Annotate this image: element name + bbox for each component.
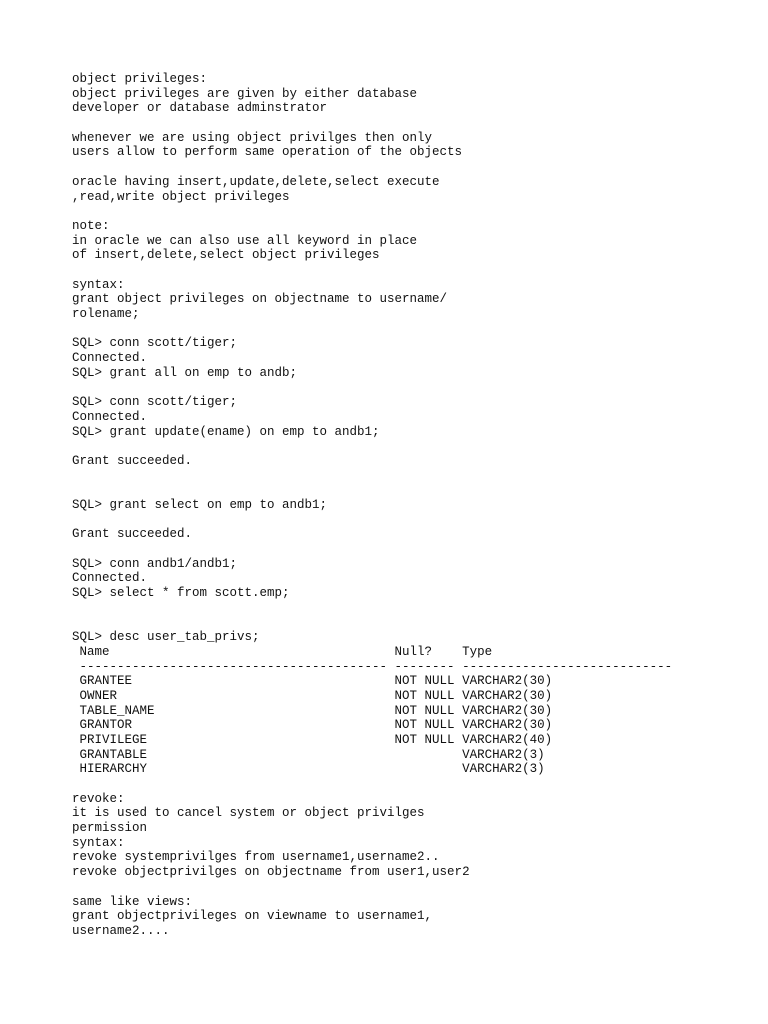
desc-table-row: HIERARCHY VARCHAR2(3) [72, 762, 545, 777]
desc-table-row: GRANTEE NOT NULL VARCHAR2(30) [72, 674, 553, 689]
blank-line [72, 439, 752, 454]
heading-syntax: syntax: [72, 835, 125, 850]
desc-table-row: OWNER NOT NULL VARCHAR2(30) [72, 688, 553, 703]
sql-output-line: Connected. [72, 571, 148, 586]
text-line: developer or database adminstrator [72, 101, 328, 116]
text-line: users allow to perform same operation of the objects [72, 145, 463, 160]
desc-table-divider: ----------------------------------------- -------- ---------------------------- [72, 659, 673, 674]
blank-line [72, 542, 752, 557]
sql-output-line: Grant succeeded. [72, 527, 193, 542]
text-line: permission [72, 821, 148, 836]
blank-line [72, 116, 752, 131]
code-line: revoke objectprivilges on objectname from user1,user2 [72, 865, 470, 880]
heading-syntax: syntax: [72, 277, 125, 292]
text-line: in oracle we can also use all keyword in place [72, 233, 418, 248]
sql-command-line: SQL> grant all on emp to andb; [72, 365, 298, 380]
blank-line [72, 513, 752, 528]
blank-line [72, 160, 752, 175]
sql-command-line: SQL> desc user_tab_privs; [72, 630, 260, 645]
code-line: grant object privileges on objectname to username/ [72, 292, 448, 307]
blank-line [72, 204, 752, 219]
sql-output-line: Connected. [72, 351, 148, 366]
text-line: object privileges are given by either database [72, 86, 418, 101]
text-line: it is used to cancel system or object privilges [72, 806, 425, 821]
text-line: ,read,write object privileges [72, 189, 290, 204]
blank-line [72, 469, 752, 484]
desc-table-row: TABLE_NAME NOT NULL VARCHAR2(30) [72, 703, 553, 718]
code-line: rolename; [72, 307, 140, 321]
sql-command-line: SQL> grant select on emp to andb1; [72, 497, 328, 512]
heading-views: same like views: [72, 894, 193, 909]
code-line: grant objectprivileges on viewname to username1, [72, 909, 433, 924]
blank-line [72, 263, 752, 278]
blank-line [72, 322, 752, 337]
sql-output-line: Grant succeeded. [72, 453, 193, 468]
sql-command-line: SQL> conn andb1/andb1; [72, 556, 238, 571]
sql-output-line: Connected. [72, 409, 148, 424]
blank-line [72, 777, 752, 792]
blank-line [72, 880, 752, 895]
desc-table-row: GRANTABLE VARCHAR2(3) [72, 747, 545, 762]
desc-table-header: Name Null? Type [72, 644, 493, 659]
blank-line [72, 601, 752, 616]
sql-command-line: SQL> grant update(ename) on emp to andb1; [72, 424, 380, 439]
sql-command-line: SQL> conn scott/tiger; [72, 395, 238, 410]
desc-table-row: GRANTOR NOT NULL VARCHAR2(30) [72, 718, 553, 733]
heading-revoke: revoke: [72, 791, 125, 806]
desc-table-row: PRIVILEGE NOT NULL VARCHAR2(40) [72, 732, 553, 747]
heading-note: note: [72, 218, 110, 233]
text-line: oracle having insert,update,delete,select execute [72, 174, 440, 189]
text-line: of insert,delete,select object privileges [72, 248, 380, 263]
document-page [72, 72, 752, 939]
text-line: whenever we are using object privilges then only [72, 130, 433, 145]
heading-object-privileges: object privileges: [72, 72, 208, 86]
sql-command-line: SQL> select * from scott.emp; [72, 586, 290, 601]
blank-line [72, 380, 752, 395]
sql-command-line: SQL> conn scott/tiger; [72, 336, 238, 351]
code-line: revoke systemprivilges from username1,username2.. [72, 850, 440, 865]
blank-line [72, 615, 752, 630]
code-line: username2.... [72, 923, 170, 938]
blank-line [72, 483, 752, 498]
